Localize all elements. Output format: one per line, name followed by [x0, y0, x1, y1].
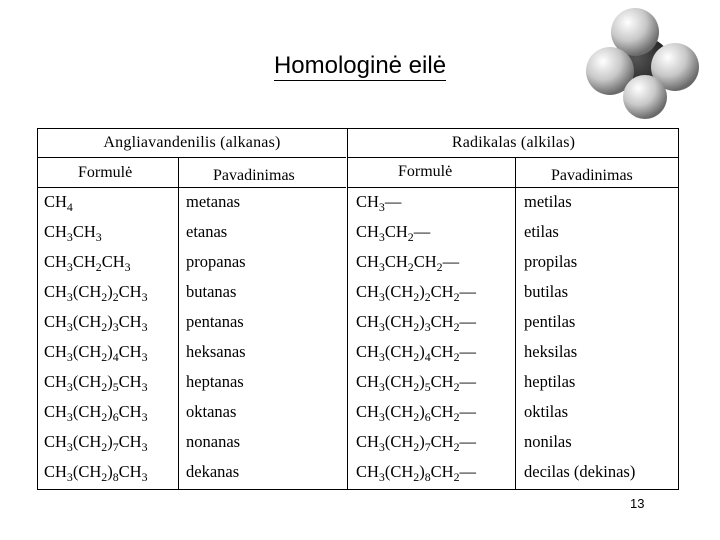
alkane-name-header: Pavadinimas [213, 167, 295, 184]
radical-formula-cell: $CH_3CH_2—$ [356, 222, 431, 245]
radical-name-cell: pentilas [524, 312, 576, 331]
radical-formula-cell: $CH_3(CH_2)_2CH_2—$ [356, 282, 477, 305]
radical-subheader [347, 158, 679, 188]
alkane-name-cell: butanas [186, 282, 237, 301]
radical-name-cell: heptilas [524, 372, 576, 391]
table-row [38, 368, 678, 398]
alkane-name-cell: metanas [186, 192, 241, 211]
alkane-formula-cell: $CH_3(CH_2)_2CH_3$ [44, 282, 148, 305]
radical-name-cell: oktilas [524, 402, 568, 421]
radical-name-cell: etilas [524, 222, 559, 241]
table-row [38, 338, 678, 368]
methane-space-filling-model-icon [585, 5, 700, 120]
table-row [38, 248, 678, 278]
radical-formula-cell: $CH_3CH_2CH_2—$ [356, 252, 460, 275]
alkane-name-cell: oktanas [186, 402, 237, 421]
radical-name-cell: nonilas [524, 432, 572, 451]
table-row [38, 308, 678, 338]
radical-name-header: Pavadinimas [551, 167, 633, 184]
homologous-series-table [37, 128, 679, 490]
alkane-name-cell: propanas [186, 252, 246, 271]
alkane-group-header [38, 129, 346, 158]
alkane-formula-cell: $CH_3(CH_2)_5CH_3$ [44, 372, 148, 395]
slide-title: Homologinė eilė [273, 52, 447, 79]
alkane-subheader [38, 158, 346, 188]
alkane-name-cell: heptanas [186, 372, 244, 391]
radical-formula-cell: $CH_3(CH_2)_4CH_2—$ [356, 342, 477, 365]
alkane-name-cell: etanas [186, 222, 228, 241]
radical-name-cell: butilas [524, 282, 568, 301]
radical-group-label: Radikalas (alkilas) [451, 134, 576, 151]
column-divider [515, 157, 516, 187]
radical-group-header [347, 129, 679, 158]
alkane-formula-cell: $CH_3(CH_2)_7CH_3$ [44, 432, 148, 455]
radical-formula-cell: $CH_3—$ [356, 192, 402, 215]
radical-formula-header: Formulė [398, 163, 453, 180]
alkane-formula-header: Formulė [78, 164, 133, 181]
alkane-formula-cell: $CH_3(CH_2)_6CH_3$ [44, 402, 148, 425]
radical-formula-cell: $CH_3(CH_2)_7CH_2—$ [356, 432, 477, 455]
radical-formula-cell: $CH_3(CH_2)_5CH_2—$ [356, 372, 477, 395]
table-row [38, 278, 678, 308]
radical-name-cell: metilas [524, 192, 572, 211]
radical-name-cell: decilas (dekinas) [524, 462, 636, 481]
alkane-group-label: Angliavandenilis (alkanas) [103, 134, 281, 151]
radical-formula-cell: $CH_3(CH_2)_6CH_2—$ [356, 402, 477, 425]
column-divider [178, 157, 179, 187]
alkane-formula-cell: $CH_3(CH_2)_8CH_3$ [44, 462, 148, 485]
alkane-name-cell: nonanas [186, 432, 241, 451]
alkane-formula-cell: $CH_3CH_3$ [44, 222, 102, 245]
alkane-formula-cell: $CH_3(CH_2)_4CH_3$ [44, 342, 148, 365]
alkane-formula-cell: $CH_3(CH_2)_3CH_3$ [44, 312, 148, 335]
alkane-name-cell: heksanas [186, 342, 246, 361]
radical-name-cell: heksilas [524, 342, 578, 361]
alkane-formula-cell: $CH_4$ [44, 192, 73, 215]
table-row [38, 188, 678, 218]
table-row [38, 398, 678, 428]
table-body [38, 188, 678, 488]
alkane-formula-cell: $CH_3CH_2CH_3$ [44, 252, 131, 275]
table-row [38, 428, 678, 458]
alkane-name-cell: dekanas [186, 462, 240, 481]
table-row [38, 218, 678, 248]
alkane-name-cell: pentanas [186, 312, 244, 331]
page-number: 13 [630, 496, 645, 511]
radical-formula-cell: $CH_3(CH_2)_8CH_2—$ [356, 462, 477, 485]
radical-name-cell: propilas [524, 252, 578, 271]
table-row [38, 458, 678, 488]
radical-formula-cell: $CH_3(CH_2)_3CH_2—$ [356, 312, 477, 335]
